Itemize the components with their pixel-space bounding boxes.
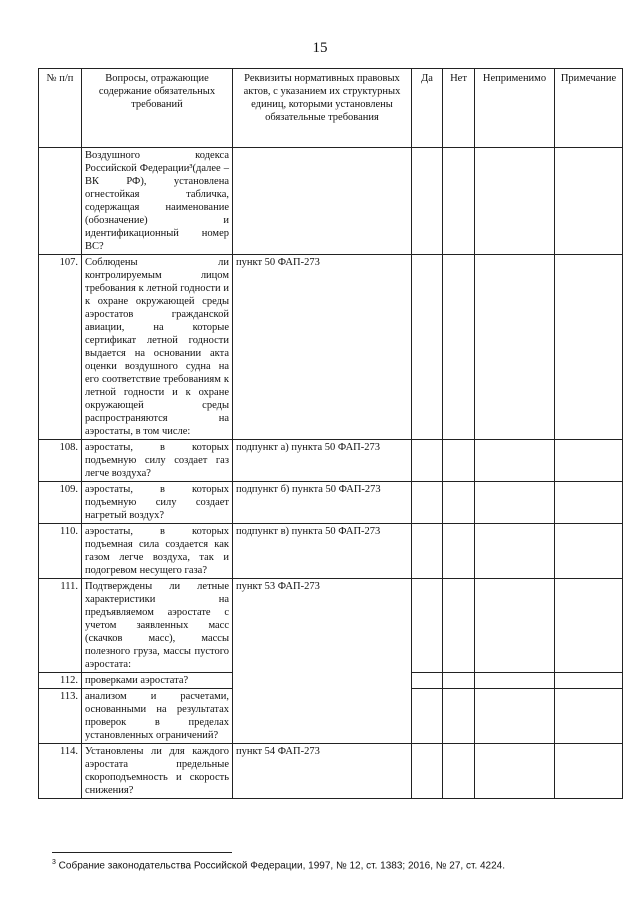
table-row <box>39 482 623 524</box>
na-cell <box>475 744 555 799</box>
row-reference: пункт 53 ФАП-273 <box>233 579 412 744</box>
na-cell <box>475 579 555 673</box>
header-no: Нет <box>443 69 475 148</box>
note-cell <box>555 579 623 673</box>
na-cell <box>475 255 555 440</box>
yes-cell <box>412 524 443 579</box>
no-cell <box>443 255 475 440</box>
row-reference: подпункт б) пункта 50 ФАП-273 <box>233 482 412 524</box>
na-cell <box>475 524 555 579</box>
row-number: 110. <box>39 524 82 579</box>
row-question: Подтверждены ли летные характеристики на предъявляемом аэростате с учетом заявленных масс (скачков масс), массы полезного груза, массы пустого аэростата: <box>82 579 233 673</box>
table-row <box>39 744 623 799</box>
no-cell <box>443 744 475 799</box>
na-cell <box>475 673 555 689</box>
row-number: 109. <box>39 482 82 524</box>
row-number: 113. <box>39 689 82 744</box>
row-number: 108. <box>39 440 82 482</box>
header-row <box>39 69 623 148</box>
row-reference <box>233 148 412 255</box>
row-question: Установлены ли для каждого аэростата предельные скороподъемность и скорость снижения? <box>82 744 233 799</box>
row-reference: подпункт а) пункта 50 ФАП-273 <box>233 440 412 482</box>
na-cell <box>475 148 555 255</box>
na-cell <box>475 440 555 482</box>
na-cell <box>475 689 555 744</box>
row-question: аэростаты, в которых подъемная сила создается как газом легче воздуха, так и подогревом несущего газа? <box>82 524 233 579</box>
row-number <box>39 148 82 255</box>
yes-cell <box>412 579 443 673</box>
yes-cell <box>412 744 443 799</box>
footnote <box>52 859 612 871</box>
row-number: 114. <box>39 744 82 799</box>
header-num: № п/п <box>39 69 82 148</box>
no-cell <box>443 482 475 524</box>
note-cell <box>555 440 623 482</box>
header-na: Неприменимо <box>475 69 555 148</box>
table-row <box>39 255 623 440</box>
table-row <box>39 148 623 255</box>
row-number: 111. <box>39 579 82 673</box>
note-cell <box>555 673 623 689</box>
yes-cell <box>412 673 443 689</box>
note-cell <box>555 689 623 744</box>
requirements-table <box>38 68 623 799</box>
note-cell <box>555 744 623 799</box>
header-reference: Реквизиты нормативных правовых актов, с указанием их структурных единиц, которыми установлены обязательные требования <box>233 69 412 148</box>
yes-cell <box>412 255 443 440</box>
yes-cell <box>412 689 443 744</box>
header-question: Вопросы, отражающие содержание обязательных требований <box>82 69 233 148</box>
note-cell <box>555 524 623 579</box>
row-reference: пункт 54 ФАП-273 <box>233 744 412 799</box>
row-question: проверками аэростата? <box>82 673 233 689</box>
table-row <box>39 524 623 579</box>
row-question: Соблюдены ли контролируемым лицом требования к летной годности и к охране окружающей среды аэростатов гражданской авиации, на которые сертификат летной годности выдается на основании акта оценки воздушного судна на его соответствие требованиям к летной годности и к охране окружающей среды распространяются на аэростаты, в том числе: <box>82 255 233 440</box>
row-question: анализом и расчетами, основанными на результатах проверок в пределах установленных ограничений? <box>82 689 233 744</box>
row-question: аэростаты, в которых подъемную силу создает газ легче воздуха? <box>82 440 233 482</box>
row-number: 112. <box>39 673 82 689</box>
yes-cell <box>412 482 443 524</box>
yes-cell <box>412 440 443 482</box>
note-cell <box>555 148 623 255</box>
table-row <box>39 579 623 673</box>
row-number: 107. <box>39 255 82 440</box>
row-question: аэростаты, в которых подъемную силу создает нагретый воздух? <box>82 482 233 524</box>
no-cell <box>443 689 475 744</box>
header-note: Примечание <box>555 69 623 148</box>
row-question: Воздушного кодекса Российской Федерации³(далее – ВК РФ), установлена огнестойкая табличка, содержащая наименование (обозначение) и идентификационный номер ВС? <box>82 148 233 255</box>
row-reference: подпункт в) пункта 50 ФАП-273 <box>233 524 412 579</box>
na-cell <box>475 482 555 524</box>
yes-cell <box>412 148 443 255</box>
page-number: 15 <box>312 40 328 56</box>
row-reference: пункт 50 ФАП-273 <box>233 255 412 440</box>
table-row <box>39 440 623 482</box>
no-cell <box>443 524 475 579</box>
no-cell <box>443 440 475 482</box>
no-cell <box>443 148 475 255</box>
no-cell <box>443 579 475 673</box>
note-cell <box>555 482 623 524</box>
header-yes: Да <box>412 69 443 148</box>
no-cell <box>443 673 475 689</box>
footnote-text: Собрание законодательства Российской Федерации, 1997, № 12, ст. 1383; 2016, № 27, ст. 4224. <box>55 860 506 872</box>
note-cell <box>555 255 623 440</box>
footnote-marker: 3 <box>52 859 56 866</box>
footnote-divider <box>52 852 232 853</box>
